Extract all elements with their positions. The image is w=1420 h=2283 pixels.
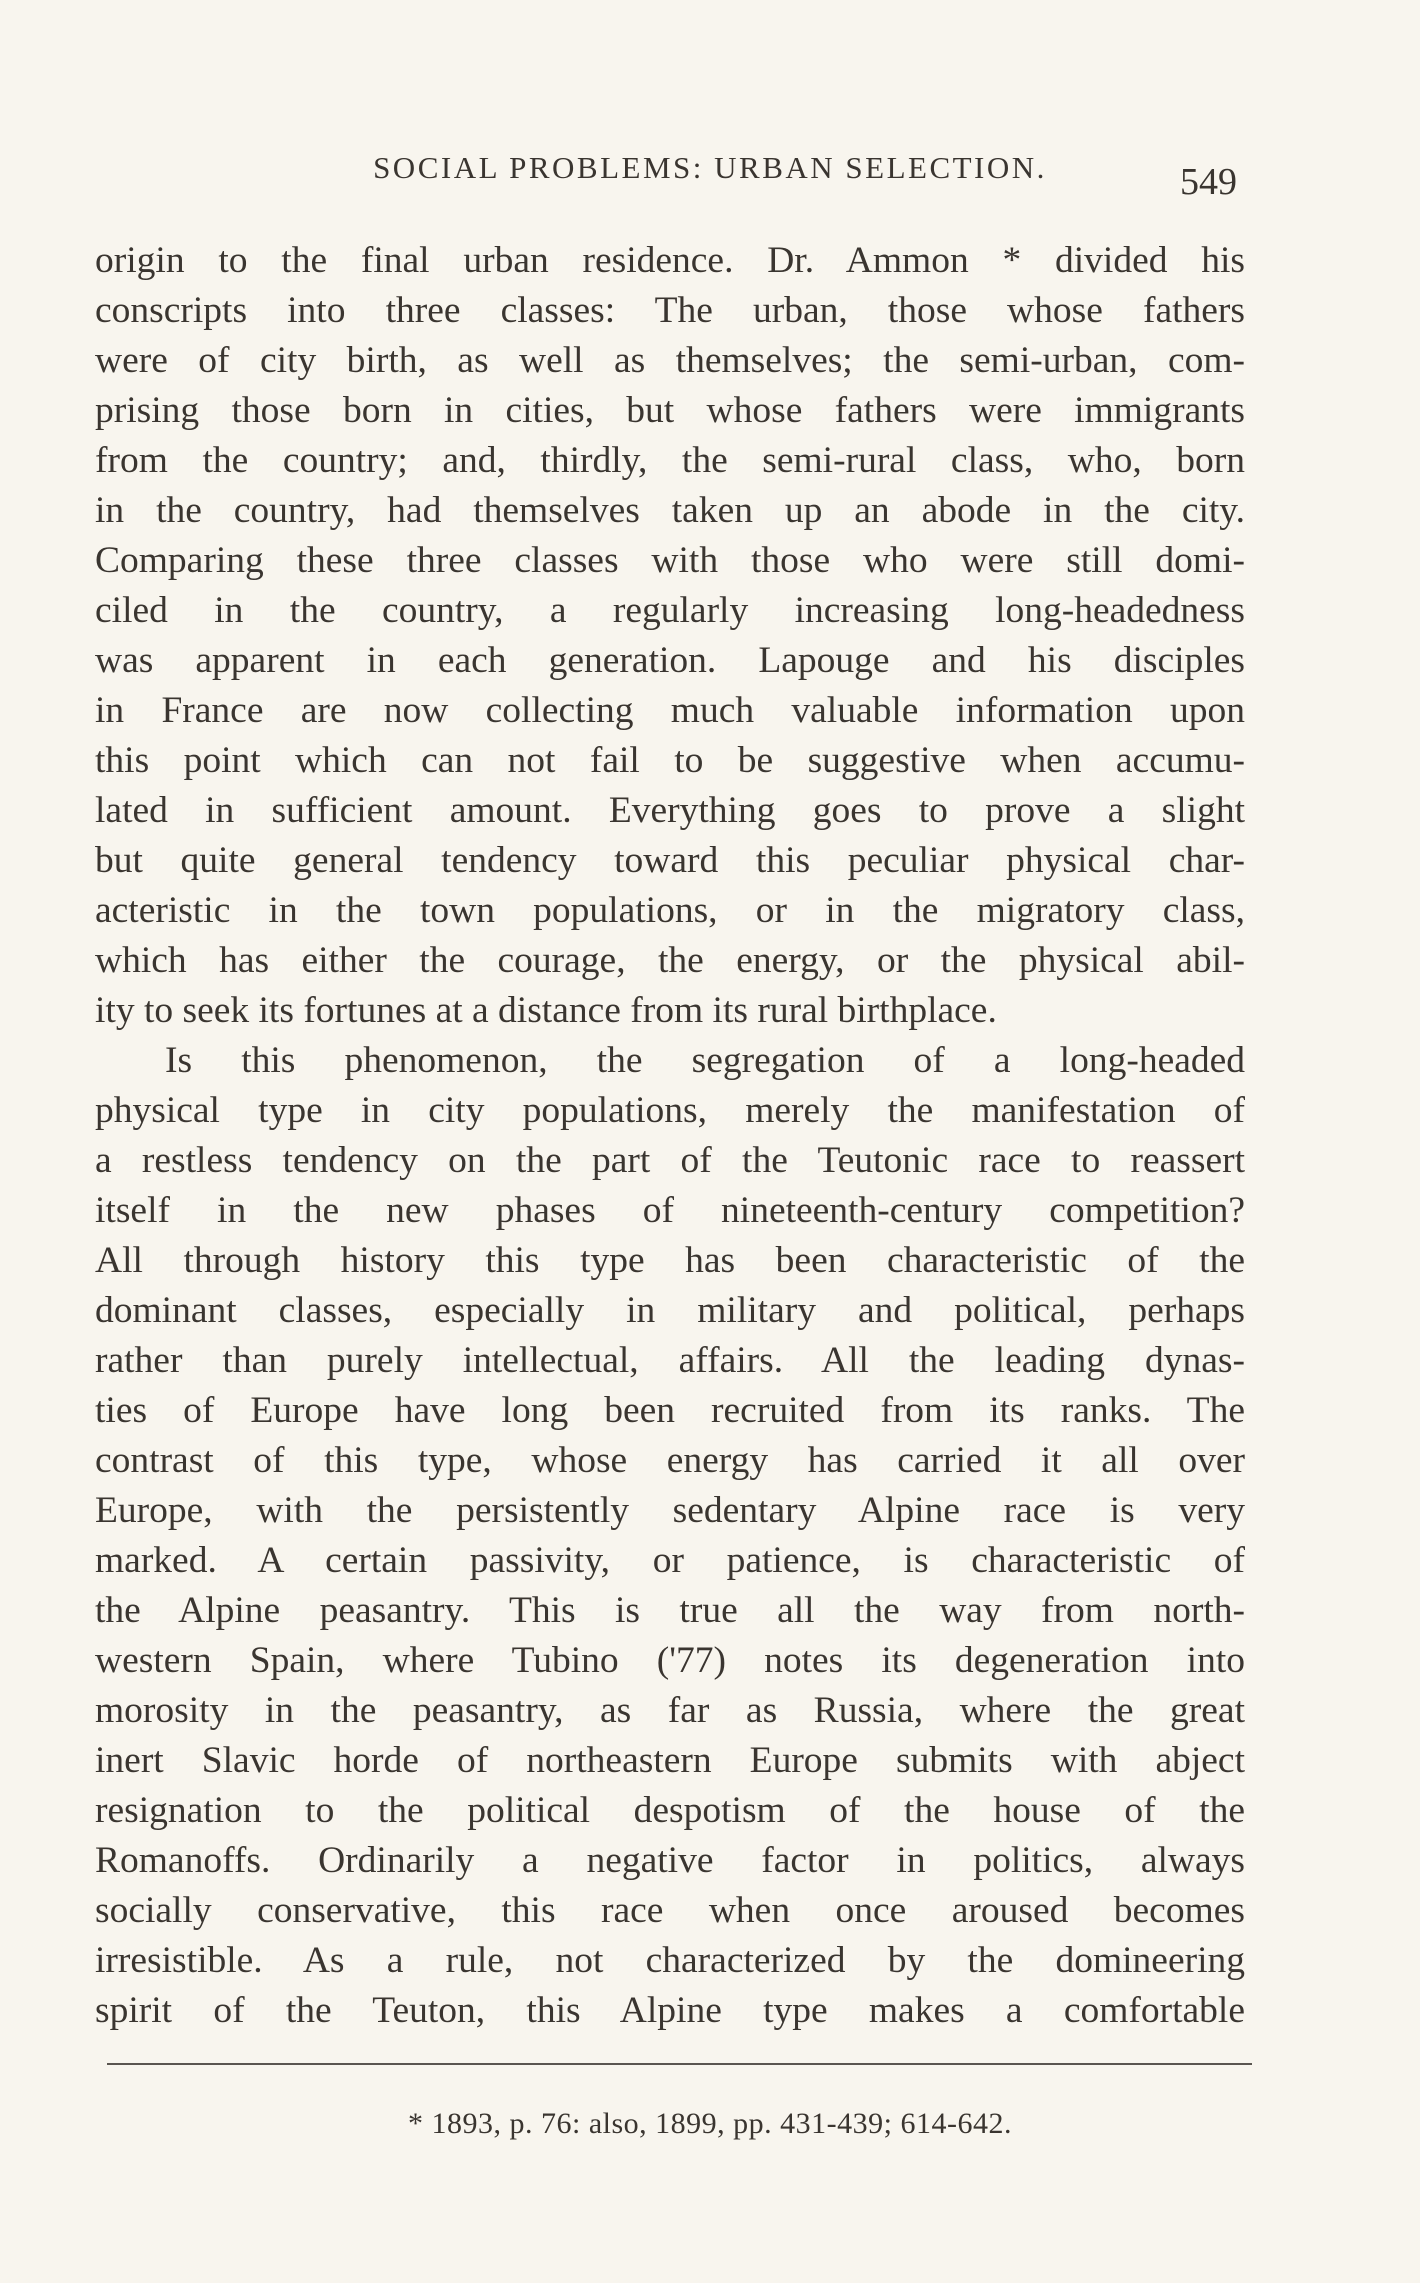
text-line: conscripts into three classes: The urban, those whose fathers — [95, 290, 1245, 331]
text-line: irresistible. As a rule, not characterized by the domineering — [95, 1940, 1245, 1981]
text-line: in the country, had themselves taken up an abode in the city. — [95, 490, 1245, 531]
text-line: Comparing these three classes with those who were still domi- — [95, 540, 1245, 581]
text-line: in France are now collecting much valuable information upon — [95, 690, 1245, 731]
text-line: western Spain, where Tubino ('77) notes its degeneration into — [95, 1640, 1245, 1681]
text-line: morosity in the peasantry, as far as Russia, where the great — [95, 1690, 1245, 1731]
text-line: itself in the new phases of nineteenth-century competition? — [95, 1190, 1245, 1231]
text-line: was apparent in each generation. Lapouge and his disciples — [95, 640, 1245, 681]
text-line: All through history this type has been characteristic of the — [95, 1240, 1245, 1281]
text-line: physical type in city populations, merely the manifestation of — [95, 1090, 1245, 1131]
text-line: rather than purely intellectual, affairs. All the leading dynas- — [95, 1340, 1245, 1381]
text-line: dominant classes, especially in military and political, perhaps — [95, 1290, 1245, 1331]
text-line: which has either the courage, the energy, or the physical abil- — [95, 940, 1245, 981]
text-line: ties of Europe have long been recruited from its ranks. The — [95, 1390, 1245, 1431]
footnote-divider — [107, 2063, 1252, 2065]
text-line: spirit of the Teuton, this Alpine type makes a comfortable — [95, 1990, 1245, 2031]
text-line: ciled in the country, a regularly increasing long-headedness — [95, 590, 1245, 631]
text-line: Romanoffs. Ordinarily a negative factor in politics, always — [95, 1840, 1245, 1881]
text-line: this point which can not fail to be suggestive when accumu- — [95, 740, 1245, 781]
page-number: 549 — [1180, 161, 1237, 203]
running-head: SOCIAL PROBLEMS: URBAN SELECTION. — [373, 150, 1047, 185]
text-line: prising those born in cities, but whose fathers were immigrants — [95, 390, 1245, 431]
text-line: contrast of this type, whose energy has carried it all over — [95, 1440, 1245, 1481]
text-line: marked. A certain passivity, or patience, is characteristic of — [95, 1540, 1245, 1581]
text-line: resignation to the political despotism of the house of the — [95, 1790, 1245, 1831]
text-line: a restless tendency on the part of the Teutonic race to reassert — [95, 1140, 1245, 1181]
text-line: were of city birth, as well as themselves; the semi-urban, com- — [95, 340, 1245, 381]
text-line: the Alpine peasantry. This is true all the way from north- — [95, 1590, 1245, 1631]
body-text — [95, 236, 1245, 2036]
text-line: inert Slavic horde of northeastern Europe submits with abject — [95, 1740, 1245, 1781]
text-line: origin to the final urban residence. Dr. Ammon * divided his — [95, 240, 1245, 281]
text-line: lated in sufficient amount. Everything goes to prove a slight — [95, 790, 1245, 831]
footnote: * 1893, p. 76: also, 1899, pp. 431-439; 614-642. — [408, 2107, 1012, 2140]
text-line: acteristic in the town populations, or in the migratory class, — [95, 890, 1245, 931]
text-line: Is this phenomenon, the segregation of a long-headed — [165, 1040, 1245, 1081]
text-line: from the country; and, thirdly, the semi-rural class, who, born — [95, 440, 1245, 481]
text-line: socially conservative, this race when once aroused becomes — [95, 1890, 1245, 1931]
text-line: ity to seek its fortunes at a distance from its rural birthplace. — [95, 990, 997, 1031]
text-line: but quite general tendency toward this peculiar physical char- — [95, 840, 1245, 881]
text-line: Europe, with the persistently sedentary Alpine race is very — [95, 1490, 1245, 1531]
